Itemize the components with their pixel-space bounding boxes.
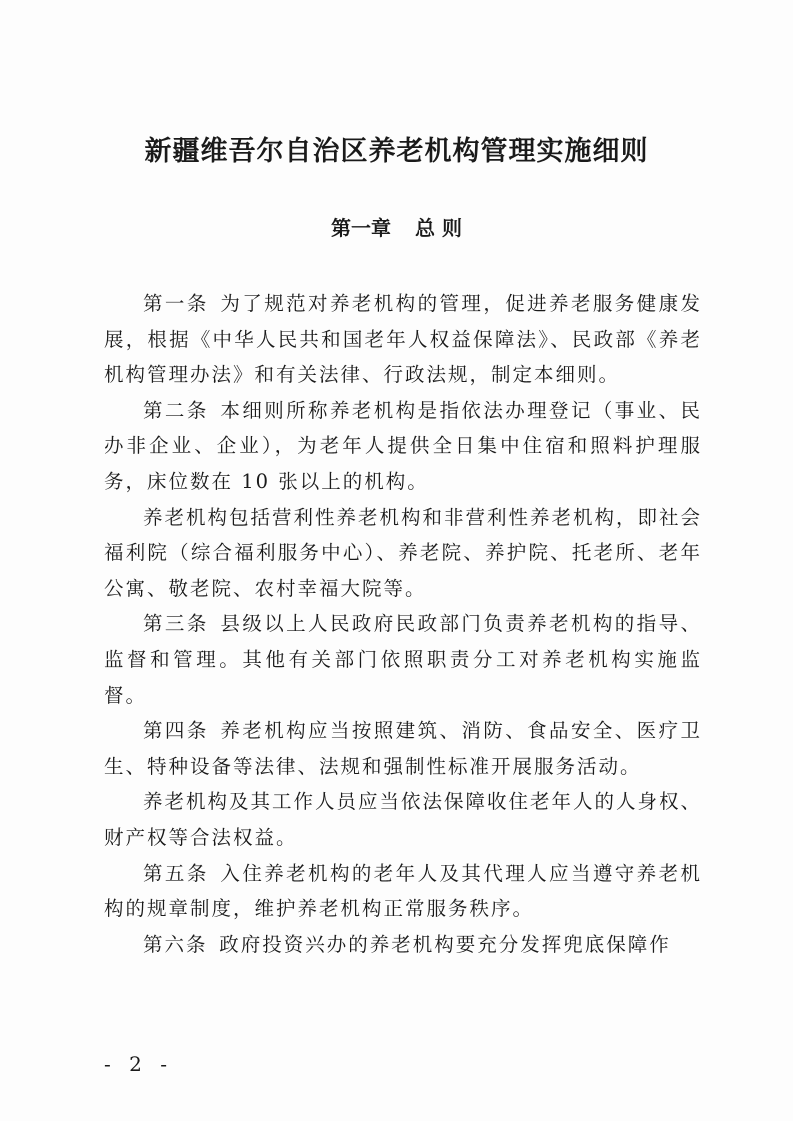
document-title: 新疆维吾尔自治区养老机构管理实施细则 (144, 136, 649, 167)
paragraph-article-2 (104, 393, 702, 500)
article-label: 第四条 (143, 719, 209, 743)
paragraph-text: 政府投资兴办的养老机构要充分发挥兜底保障作 (219, 932, 671, 956)
paragraph-text: 养老机构应当按照建筑、消防、食品安全、医疗卫生、特种设备等法律、法规和强制性标准开展服务活动。 (104, 719, 702, 778)
paragraph-article-3 (104, 606, 702, 713)
paragraph-article-2-continued (104, 500, 702, 607)
article-label: 第二条 (143, 398, 209, 422)
chapter-heading (0, 212, 793, 244)
paragraph-article-5 (104, 856, 702, 927)
paragraph-article-4-continued (104, 784, 702, 855)
article-label: 第三条 (143, 612, 209, 636)
chapter-name: 总 则 (415, 216, 462, 240)
body-text (104, 286, 702, 962)
page-number: - 2 - (104, 1052, 173, 1076)
chapter-number: 第一章 (331, 216, 392, 240)
article-label: 第六条 (143, 932, 208, 956)
paragraph-text: 县级以上人民政府民政部门负责养老机构的指导、监督和管理。其他有关部门依照职责分工对养老机构实施监督。 (104, 612, 702, 707)
article-label: 第一条 (143, 292, 209, 315)
paragraph-text: 为了规范对养老机构的管理，促进养老服务健康发展，根据《中华人民共和国老年人权益保障法》、民政部《养老机构管理办法》和有关法律、行政法规，制定本细则。 (104, 292, 702, 387)
paragraph-article-4 (104, 713, 702, 784)
paragraph-text: 本细则所称养老机构是指依法办理登记（事业、民办非企业、企业），为老年人提供全日集中住宿和照料护理服务，床位数在 10 张以上的机构。 (104, 398, 702, 493)
article-label: 第五条 (143, 861, 209, 885)
paragraph-article-1 (104, 286, 702, 393)
paragraph-text: 养老机构及其工作人员应当依法保障收住老年人的人身权、财产权等合法权益。 (104, 790, 703, 849)
paragraph-article-6 (104, 927, 702, 963)
paragraph-text: 入住养老机构的老年人及其代理人应当遵守养老机构的规章制度，维护养老机构正常服务秩序。 (104, 861, 702, 921)
paragraph-text: 养老机构包括营利性养老机构和非营利性养老机构，即社会福利院（综合福利服务中心）、养老院、养护院、托老所、老年公寓、敬老院、农村幸福大院等。 (104, 505, 703, 600)
